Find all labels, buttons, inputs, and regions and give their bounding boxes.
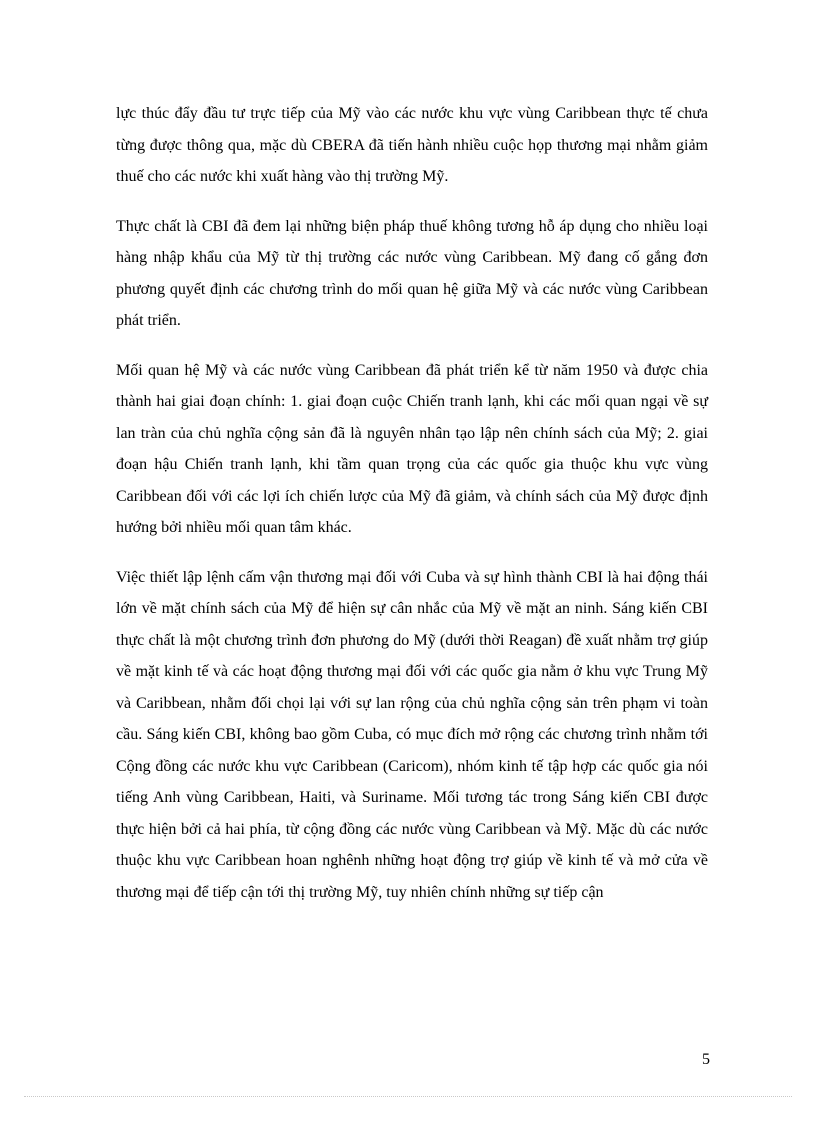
page-bottom-divider — [24, 1096, 792, 1097]
page-body — [116, 98, 708, 926]
paragraph-1: lực thúc đẩy đầu tư trực tiếp của Mỹ vào các nước khu vực vùng Caribbean thực tế chưa từng được thông qua, mặc dù CBERA đã tiến hành nhiều cuộc họp thương mại nhằm giảm thuế cho các nước khi xuất hàng vào thị trường Mỹ. — [116, 105, 708, 185]
paragraph-4: Việc thiết lập lệnh cấm vận thương mại đối với Cuba và sự hình thành CBI là hai động thái lớn về mặt chính sách của Mỹ để hiện sự cân nhắc của Mỹ về mặt an ninh. Sáng kiến CBI thực chất là một chương trình đơn phương do Mỹ (dưới thời Reagan) đề xuất nhằm trợ giúp về mặt kinh tế và các hoạt động thương mại đối với các quốc gia nằm ở khu vực Trung Mỹ và Caribbean, nhằm đối chọi lại với sự lan rộng của chủ nghĩa cộng sản trên phạm vi toàn cầu. Sáng kiến CBI, không bao gồm Cuba, có mục đích mở rộng các chương trình nhằm tới Cộng đồng các nước khu vực Caribbean (Caricom), nhóm kinh tế tập hợp các quốc gia nói tiếng Anh vùng Caribbean, Haiti, và Suriname. Mối tương tác trong Sáng kiến CBI được thực hiện bởi cả hai phía, từ cộng đồng các nước vùng Caribbean và Mỹ. Mặc dù các nước thuộc khu vực Caribbean hoan nghênh những hoạt động trợ giúp về kinh tế và mở cửa về thương mại để tiếp cận tới thị trường Mỹ, tuy nhiên chính những sự tiếp cận — [116, 568, 708, 901]
paragraph-2: Thực chất là CBI đã đem lại những biện pháp thuế không tương hỗ áp dụng cho nhiều loại hàng nhập khẩu của Mỹ từ thị trường các nước vùng Caribbean. Mỹ đang cố gắng đơn phương quyết định các chương trình do mối quan hệ giữa Mỹ và các nước vùng Caribbean phát triển. — [116, 217, 708, 329]
paragraph-3: Mối quan hệ Mỹ và các nước vùng Caribbean đã phát triển kể từ năm 1950 và được chia thành hai giai đoạn chính: 1. giai đoạn cuộc Chiến tranh lạnh, khi các mối quan ngại về sự lan tràn của chủ nghĩa cộng sản đã là nguyên nhân tạo lập nên chính sách của Mỹ; 2. giai đoạn hậu Chiến tranh lạnh, khi tầm quan trọng của các quốc gia thuộc khu vực vùng Caribbean đối với các lợi ích chiến lược của Mỹ đã giảm, và chính sách của Mỹ được định hướng bởi nhiều mối quan tâm khác. — [116, 361, 708, 536]
page-number: 5 — [702, 1051, 710, 1068]
